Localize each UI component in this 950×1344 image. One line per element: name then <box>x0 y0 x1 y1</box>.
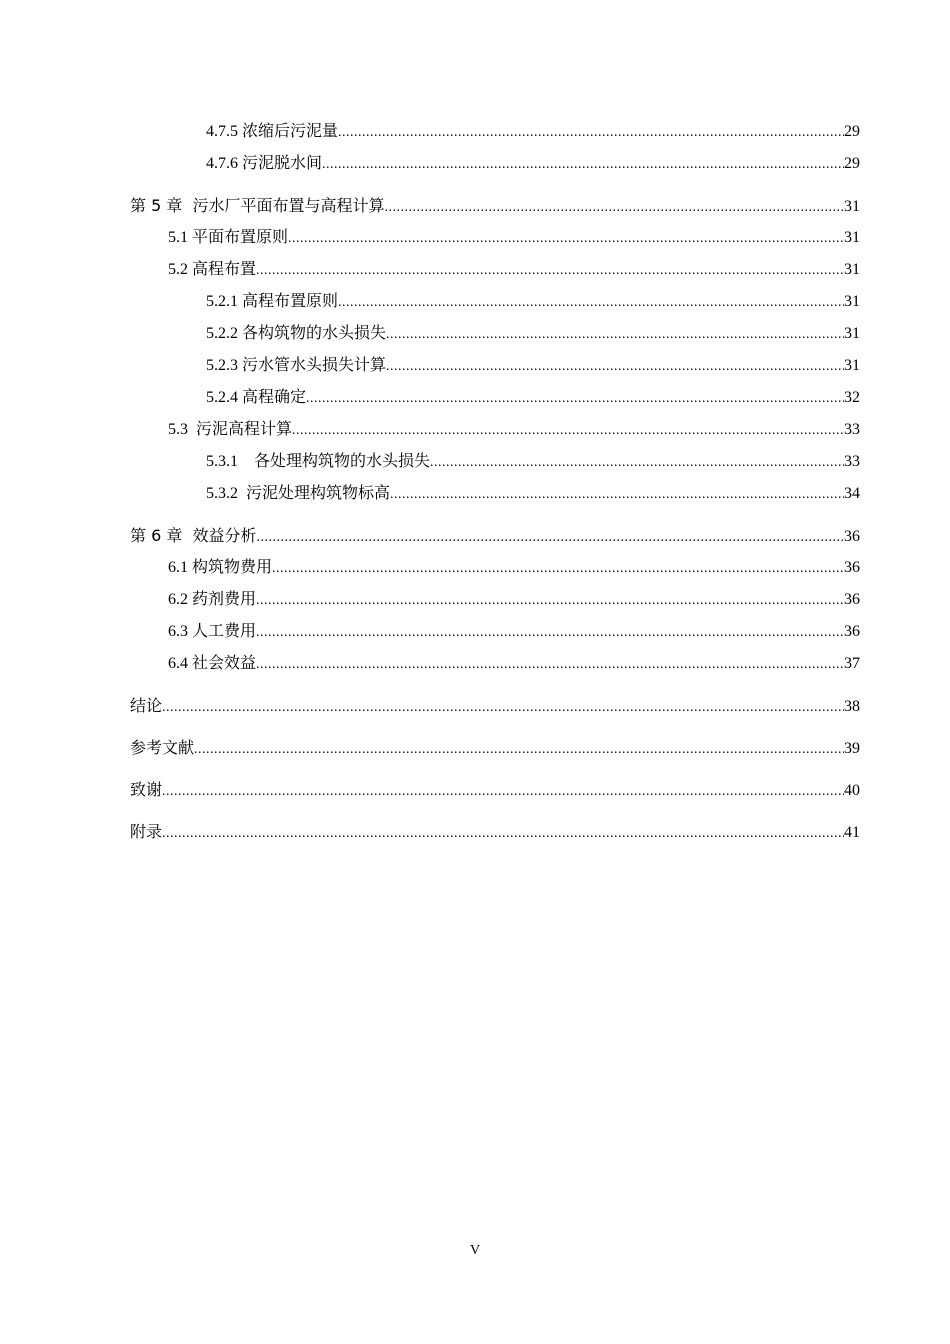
toc-entry-page: 29 <box>844 123 860 140</box>
toc-entry-page: 36 <box>844 623 860 640</box>
toc-entry[interactable] <box>130 350 860 382</box>
dot-leader <box>338 117 844 149</box>
toc-entry-page: 34 <box>844 485 860 502</box>
toc-entry-page: 41 <box>844 824 860 841</box>
toc-entry-title: 4.7.5 浓缩后污泥量 <box>206 123 339 140</box>
toc-entry-page: 31 <box>844 261 860 278</box>
toc-entry-title: 5.3.1 各处理构筑物的水头损失 <box>206 453 431 470</box>
toc-entry-title: 第 6 章 效益分析 <box>130 526 257 545</box>
toc-entry-page: 36 <box>844 591 860 608</box>
toc-chapter-entry[interactable] <box>130 816 860 848</box>
toc-entry[interactable] <box>130 648 860 680</box>
dot-leader <box>306 383 844 415</box>
toc-chapter-entry[interactable] <box>130 190 860 222</box>
toc-entry[interactable] <box>130 222 860 254</box>
toc-entry[interactable] <box>130 446 860 478</box>
toc-entry[interactable] <box>130 148 860 180</box>
toc-entry-title: 6.3 人工费用 <box>168 623 257 640</box>
toc-entry[interactable] <box>130 318 860 350</box>
toc-entry-page: 31 <box>844 293 860 310</box>
toc-entry[interactable] <box>130 286 860 318</box>
toc-entry[interactable] <box>130 116 860 148</box>
toc-chapter-entry[interactable] <box>130 690 860 722</box>
toc-entry-page: 38 <box>844 698 860 715</box>
toc-entry[interactable] <box>130 414 860 446</box>
dot-leader <box>257 522 844 554</box>
dot-leader <box>386 351 844 383</box>
dot-leader <box>385 192 844 224</box>
toc-entry-page: 31 <box>844 357 860 374</box>
toc-chapter-entry[interactable] <box>130 732 860 764</box>
toc-entry-page: 31 <box>844 229 860 246</box>
dot-leader <box>162 692 844 724</box>
toc-entry-title: 结论 <box>130 696 163 715</box>
toc-entry-title: 4.7.6 污泥脱水间 <box>206 155 323 172</box>
dot-leader <box>162 776 844 808</box>
dot-leader <box>256 255 844 287</box>
toc-chapter-entry[interactable] <box>130 520 860 552</box>
table-of-contents <box>130 116 860 848</box>
toc-entry-title: 致谢 <box>130 780 163 799</box>
dot-leader <box>162 818 844 850</box>
toc-entry[interactable] <box>130 478 860 510</box>
toc-entry-title: 5.2 高程布置 <box>168 261 257 278</box>
toc-entry-title: 5.1 平面布置原则 <box>168 229 289 246</box>
toc-entry-page: 31 <box>844 198 860 215</box>
dot-leader <box>256 617 844 649</box>
toc-entry-page: 31 <box>844 325 860 342</box>
toc-entry[interactable] <box>130 584 860 616</box>
toc-entry-title: 5.3.2 污泥处理构筑物标高 <box>206 485 391 502</box>
toc-entry-title: 5.2.3 污水管水头损失计算 <box>206 357 387 374</box>
toc-entry-title: 6.4 社会效益 <box>168 655 257 672</box>
dot-leader <box>386 319 844 351</box>
page-number: V <box>469 1243 481 1258</box>
toc-entry-page: 36 <box>844 528 860 545</box>
dot-leader <box>292 415 844 447</box>
toc-chapter-entry[interactable] <box>130 774 860 806</box>
toc-entry-page: 37 <box>844 655 860 672</box>
toc-entry-title: 第 5 章 污水厂平面布置与高程计算 <box>130 196 385 215</box>
dot-leader <box>194 734 844 766</box>
toc-entry-title: 6.2 药剂费用 <box>168 591 257 608</box>
dot-leader <box>322 149 844 181</box>
toc-entry-page: 36 <box>844 559 860 576</box>
dot-leader <box>256 585 844 617</box>
dot-leader <box>390 479 844 511</box>
toc-entry-page: 39 <box>844 740 860 757</box>
toc-entry-title: 5.3 污泥高程计算 <box>168 421 293 438</box>
toc-entry-page: 29 <box>844 155 860 172</box>
toc-entry[interactable] <box>130 552 860 584</box>
toc-entry-title: 6.1 构筑物费用 <box>168 559 273 576</box>
toc-entry-page: 33 <box>844 421 860 438</box>
dot-leader <box>272 553 844 585</box>
dot-leader <box>288 223 844 255</box>
toc-entry[interactable] <box>130 254 860 286</box>
toc-entry-title: 附录 <box>130 822 163 841</box>
toc-entry-title: 5.2.4 高程确定 <box>206 389 307 406</box>
dot-leader <box>256 649 844 681</box>
dot-leader <box>338 287 844 319</box>
toc-entry-page: 33 <box>844 453 860 470</box>
toc-entry-page: 32 <box>844 389 860 406</box>
toc-entry-title: 参考文献 <box>130 738 195 757</box>
toc-entry-title: 5.2.1 高程布置原则 <box>206 293 339 310</box>
toc-entry-page: 40 <box>844 782 860 799</box>
dot-leader <box>430 447 844 479</box>
toc-entry[interactable] <box>130 382 860 414</box>
toc-entry-title: 5.2.2 各构筑物的水头损失 <box>206 325 387 342</box>
toc-entry[interactable] <box>130 616 860 648</box>
